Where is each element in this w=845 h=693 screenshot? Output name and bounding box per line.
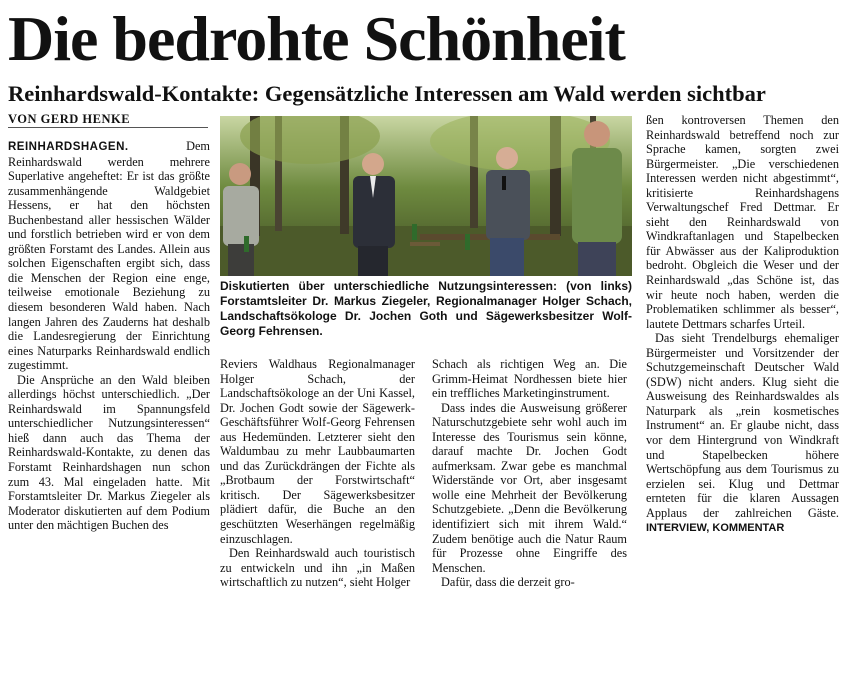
article-photo [220,116,632,276]
article-paragraph [8,139,210,373]
byline-rule [8,127,208,128]
article-paragraph: Den Reinhardswald auch touristisch zu entwickeln und ihn „in Maßen wirtschaftlich zu nutzen“, sieht Holger [220,546,415,590]
article-paragraph: Dass indes die Ausweisung größerer Naturschutzgebiete sehr wohl auch im Interesse des Tourismus sein könne, darauf machte Dr. Jochen Godt aufmerksam. Zwar gebe es manchmal Widerstände vor Ort, aber insgesamt wolle eine Mehrheit der Bevölkerung Schutzgebiete. „Denn die Bevölkerung identifiziert sich mit ihrem Wald.“ Zudem benötige auch die Natur Raum für Prozesse ohne Eingriffe des Menschen. [432,400,627,575]
paragraph-text: Das sieht Trendelburgs ehemaliger Bürgermeister und Vorsitzender der Schutzgemeinschaft Deutscher Wald (SDW) nicht anders. Klug sieht die Ausweisung des Reinhardswaldes als Naturpark als „rein kosmetisches Instrument“ an. Er glaube nicht, dass vor dem Hintergrund von Windkraft und Stapelbecken höhere Wertschöpfung aus dem Tourismus zu erzielen sei. Klug und Dettmar ernteten für die klaren Aussagen Applaus der zahlreichen Gäste. [646,331,839,520]
headline: Die bedrohte Schönheit [8,3,625,74]
article-column-1 [8,139,210,691]
paragraph-text: Dem Reinhardswald werden mehrere Superlative angeheftet: Er ist das größte zusammenhängende Waldgebiet Hessens, er hat den höchsten Buchenbestand aller hessischen Wälder und forstlich betrieben wird er von dem größten Forstamt des Landes. Allein aus solchen Eigenschaften ergibt sich, dass die Menschen der Region eine enge, teilweise emotionale Beziehung zu diesem besonderen Wald haben. Nach langen Jahren des Zauderns hat deshalb die Landesregierung der Einrichtung eines Naturparks Reinhardswald endlich zugestimmt. [8,139,210,373]
article-paragraph: Die Ansprüche an den Wald bleiben allerdings höchst unterschiedlich. „Der Reinhardswald im Spannungsfeld unterschiedlicher Nutzungsinteressen“ hieß dann auch das Thema der Reinhardswald-Kontakte, zu denen das Forstamt Reinhardshagen nun schon zum 43. Mal eingeladen hatte. Mit Forstamtsleiter Dr. Markus Ziegeler als Moderator diskutierten auf dem Podium unter den mächtigen Buchen des [8,372,210,533]
article-paragraph: ßen kontroversen Themen den Reinhardswald betreffend noch zur Sprache kamen, sorgten zwei Bürgermeister. „Die verschiedenen Interessen werden nicht abgestimmt“, kritisierte Reinhardshagens Verwaltungschef Fred Dettmar. Er sieht den Reinhardswald von Windkraftanlagen und Stapelbecken für Abwässer aus der Kaliproduktion bedroht. Obgleich die Weser und der Reinhardswald „das Schöne ist, das wir heute noch haben, werden die Problematiken schlimmer als besser“, lautete Dettmars scharfes Urteil. [646,113,839,331]
photo-caption: Diskutierten über unterschiedliche Nutzungsinteressen: (von links) Forstamtsleiter Dr. Markus Ziegeler, Regionalmanager Holger Schach, Landschaftsökologe Dr. Jochen Goth und Sägewerksbesitzer Wolf-Georg Fehrensen. [220,279,632,338]
article-paragraph: Reviers Waldhaus Regionalmanager Holger Schach, der Landschaftsökologe an der Uni Kassel, Dr. Jochen Godt sowie der Sägewerk-Geschäftsführer Wolf-Georg Fehrensen aus Hedemünden. Letzterer sieht den Waldumbau zu mehr Laubbaumarten und das Zurückdrängen der Fichte als „Brotbaum der Forstwirtschaft“ kritisch. Der Sägewerksbesitzer plädiert dafür, die Buche an den geschützten Weserhängen regelmäßig einzuschlagen. [220,357,415,546]
subheadline: Reinhardswald-Kontakte: Gegensätzliche Interessen am Wald werden sichtbar [8,81,766,106]
dateline: REINHARDSHAGEN. [8,141,129,153]
forest-discussion-photo [220,116,632,276]
article-column-3 [432,357,627,590]
article-column-2 [220,357,415,590]
byline: VON GERD HENKE [8,112,131,126]
article-paragraph: Schach als richtigen Weg an. Die Grimm-Heimat Nordhessen biete hier ein treffliches Marketinginstrument. [432,357,627,401]
article-column-4 [646,113,839,536]
article-paragraph: Dafür, dass die derzeit gro- [441,575,575,590]
article-paragraph [646,331,839,536]
cross-reference[interactable]: INTERVIEW, KOMMENTAR [646,522,785,535]
